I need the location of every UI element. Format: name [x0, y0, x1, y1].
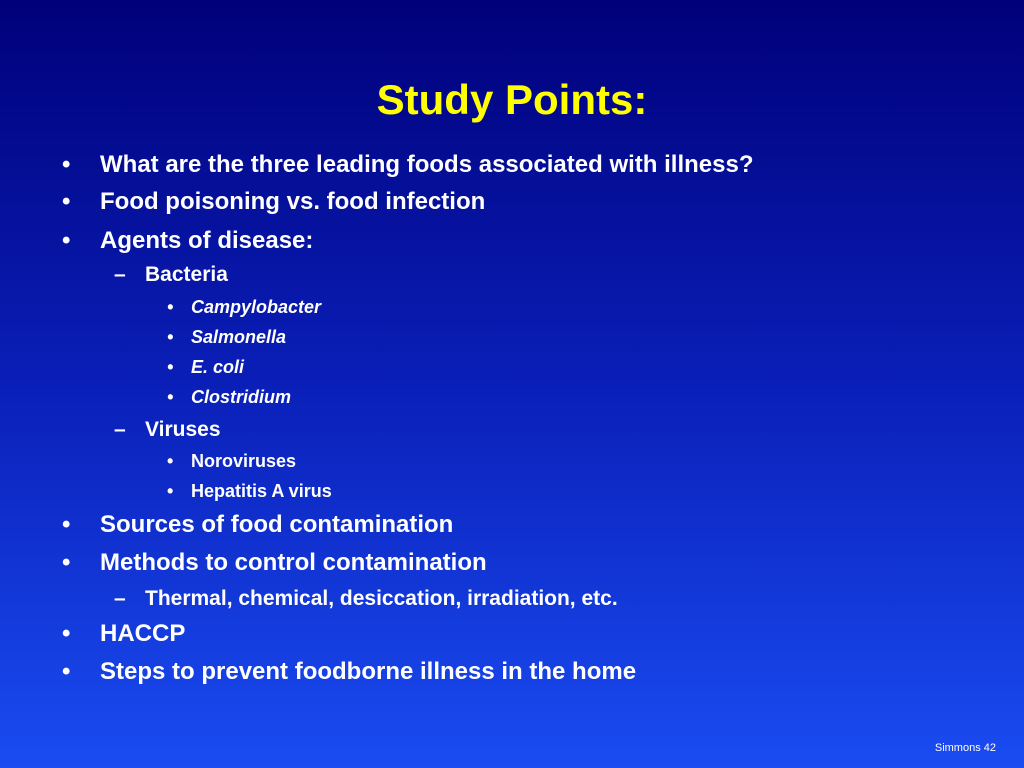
bullet-item: [62, 187, 486, 217]
bullet-text: Viruses: [145, 418, 221, 441]
sub-bullet-item: [114, 262, 228, 288]
dash-marker: –: [114, 418, 126, 441]
bullet-item: [62, 657, 637, 687]
slide-title: Study Points:: [376, 76, 648, 123]
bullet-marker: •: [167, 297, 174, 317]
bullet-text: Sources of food contamination: [100, 511, 454, 538]
bullet-item: [62, 548, 487, 578]
bullet-text: Agents of disease:: [100, 227, 314, 254]
bullet-marker: •: [62, 188, 71, 215]
bullet-text: E. coli: [191, 357, 245, 377]
bullet-text: HACCP: [100, 620, 186, 647]
bullet-text: Noroviruses: [191, 451, 297, 471]
sub-bullet-item: [114, 417, 221, 443]
sub-sub-bullet-item: [167, 356, 245, 378]
sub-sub-bullet-item: [167, 386, 292, 408]
bullet-text: Clostridium: [191, 387, 292, 407]
bullet-marker: •: [167, 451, 174, 471]
bullet-text: Food poisoning vs. food infection: [100, 188, 486, 215]
bullet-marker: •: [62, 227, 71, 254]
bullet-text: Hepatitis A virus: [191, 481, 332, 501]
dash-marker: –: [114, 263, 126, 286]
bullet-marker: •: [62, 658, 71, 685]
bullet-text: What are the three leading foods associated with illness?: [100, 151, 754, 178]
sub-bullet-item: [114, 586, 618, 612]
sub-sub-bullet-item: [167, 326, 287, 348]
bullet-marker: •: [62, 511, 71, 538]
bullet-item: [62, 150, 754, 180]
bullet-marker: •: [62, 620, 71, 647]
bullet-text: Methods to control contamination: [100, 549, 487, 576]
bullet-text: Campylobacter: [191, 297, 322, 317]
bullet-item: [62, 510, 454, 540]
sub-sub-bullet-item: [167, 480, 332, 502]
bullet-text: Thermal, chemical, desiccation, irradiation, etc.: [145, 587, 618, 610]
bullet-marker: •: [167, 387, 174, 407]
bullet-text: Bacteria: [145, 263, 228, 286]
sub-sub-bullet-item: [167, 296, 322, 318]
sub-sub-bullet-item: [167, 450, 297, 472]
bullet-marker: •: [62, 151, 71, 178]
bullet-marker: •: [167, 481, 174, 501]
bullet-text: Salmonella: [191, 327, 287, 347]
bullet-marker: •: [167, 327, 174, 347]
dash-marker: –: [114, 587, 126, 610]
bullet-text: Steps to prevent foodborne illness in the home: [100, 658, 637, 685]
bullet-item: [62, 619, 186, 649]
bullet-marker: •: [62, 549, 71, 576]
slide-footer: Simmons 42: [934, 742, 996, 754]
bullet-item: [62, 226, 314, 256]
bullet-marker: •: [167, 357, 174, 377]
